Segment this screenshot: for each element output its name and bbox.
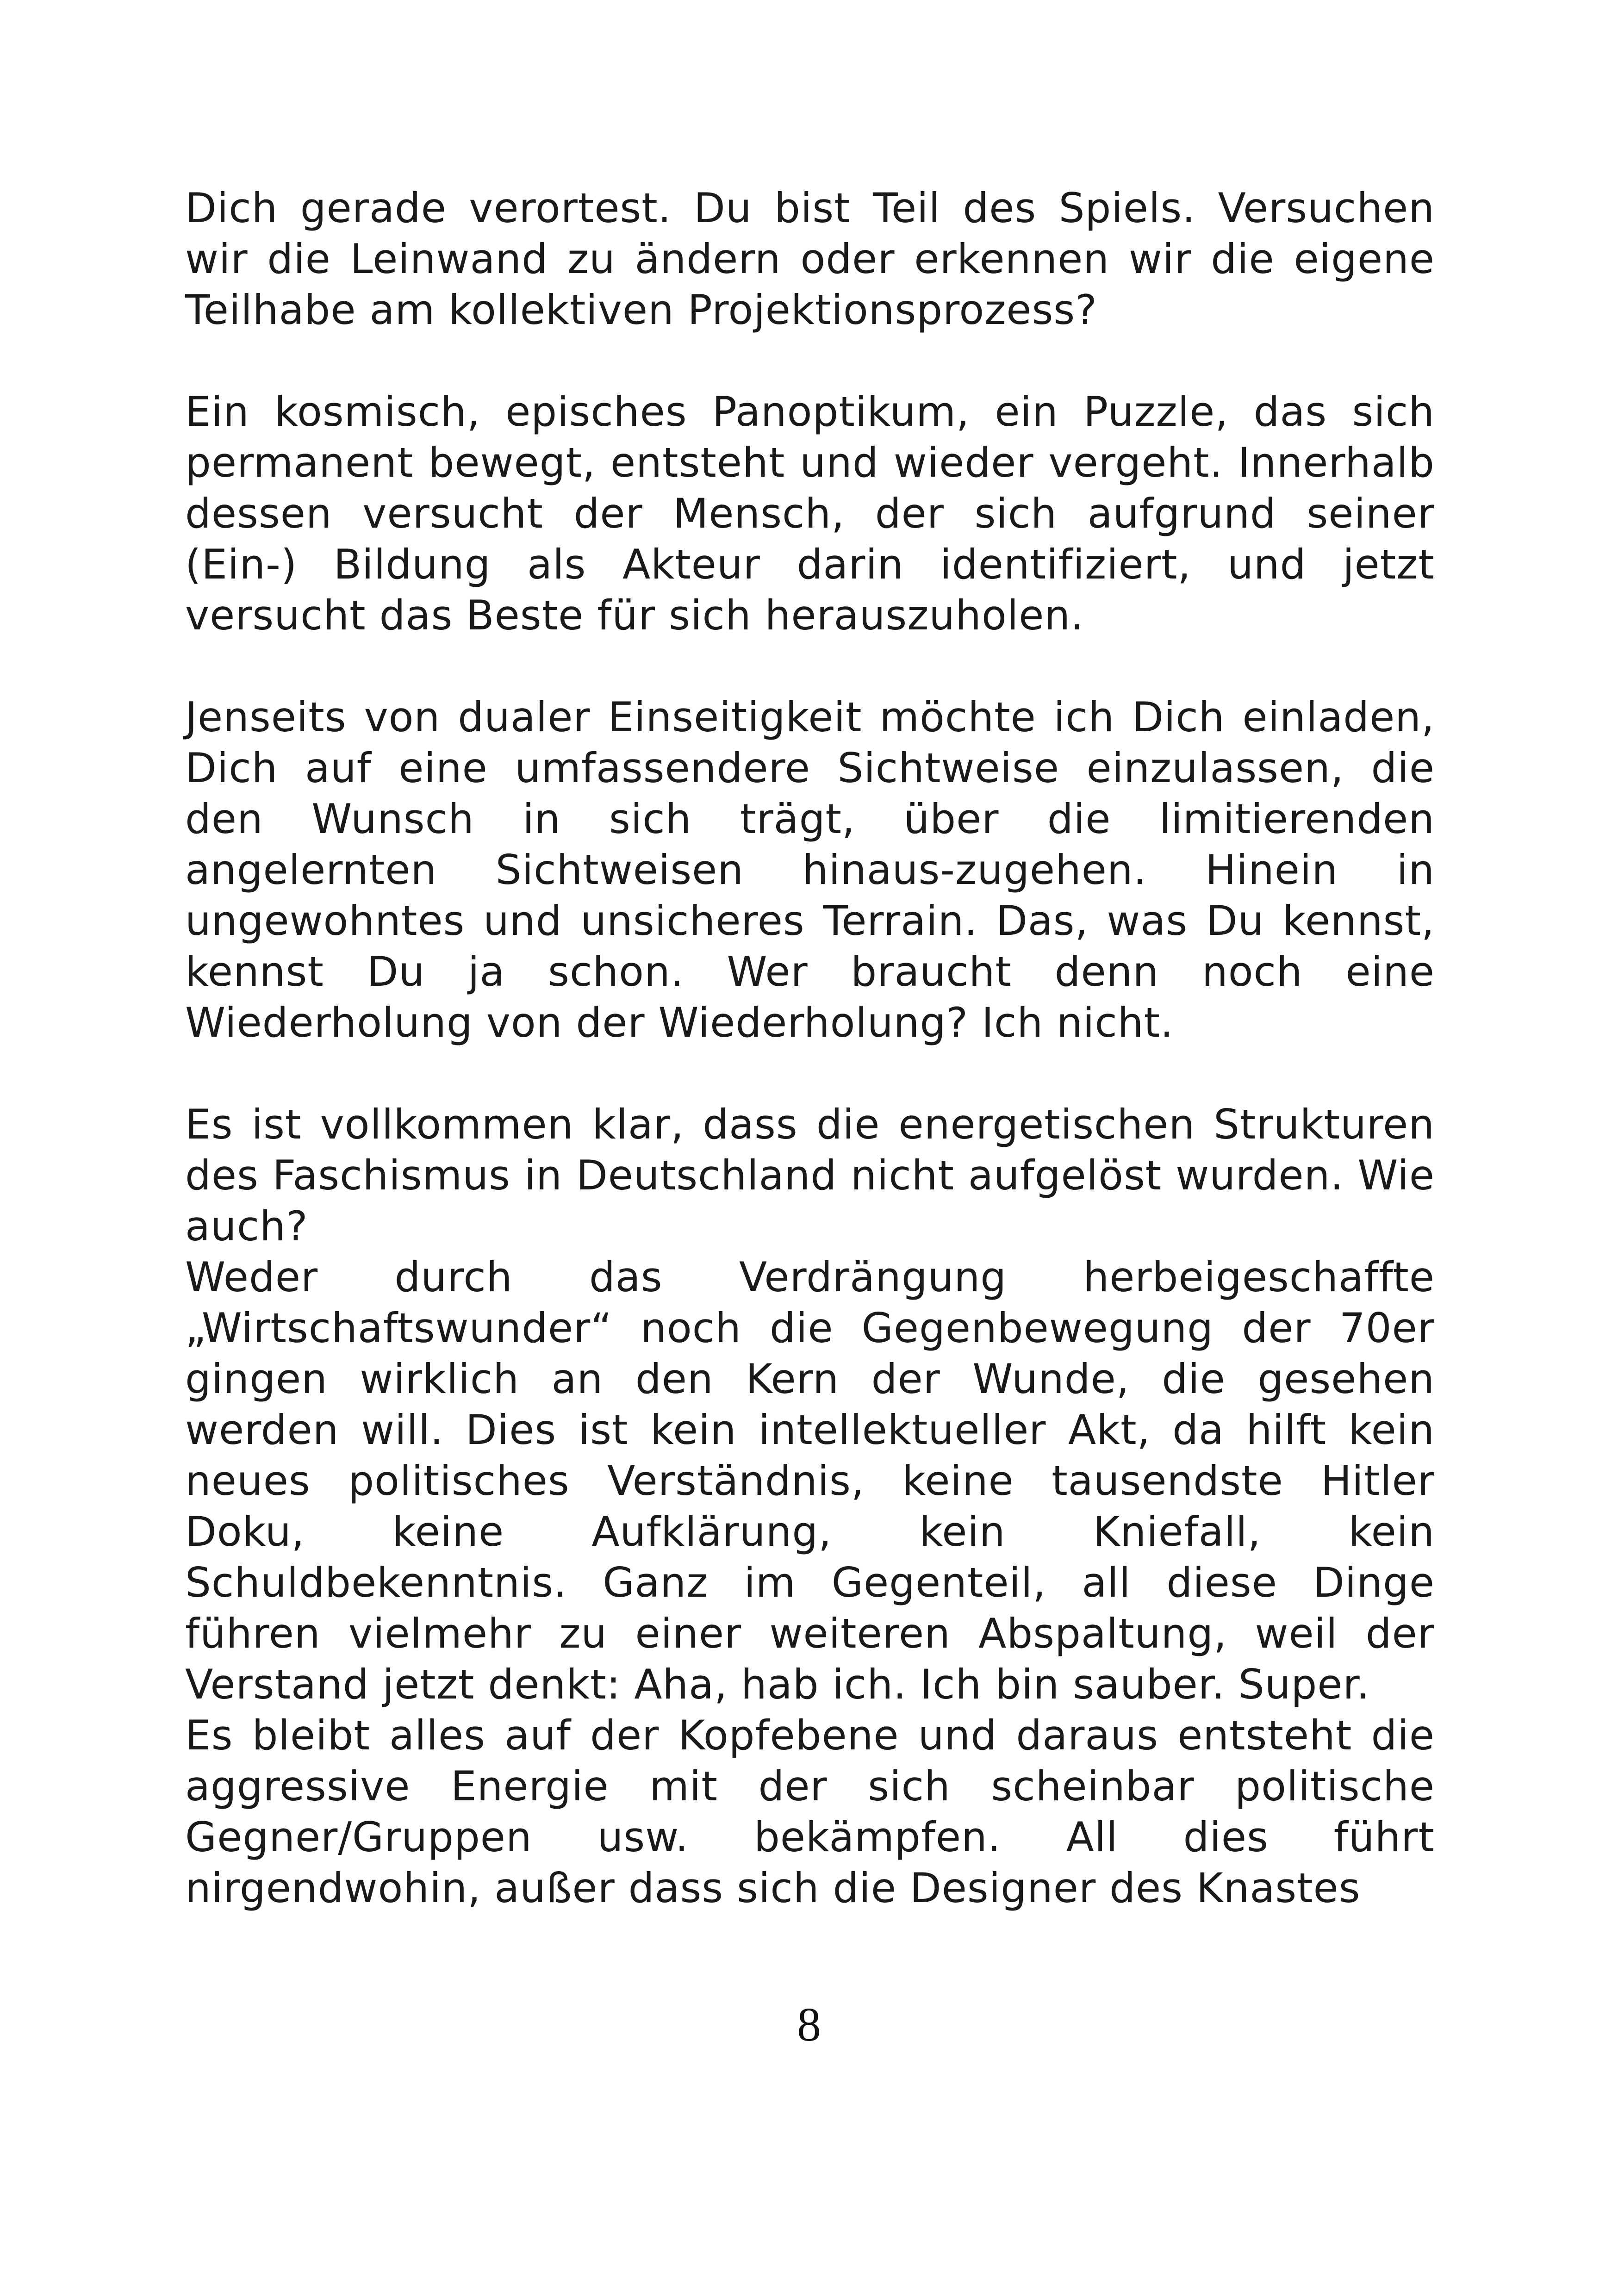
page-number: 8 — [797, 1998, 821, 2051]
paragraph-3: Jenseits von dualer Einseitigkeit möchte ich Dich einladen, Dich auf eine umfassendere Sichtweise einzulassen, die den Wunsch in sich trägt, über die limitierenden angelernten Sichtweisen hinaus-zugehen. Hinein in ungewohntes und unsicheres Terrain. Das, was Du kennst, kennst Du ja schon. Wer braucht denn noch eine Wiederholung von der Wiederholung? Ich nicht. — [185, 693, 1435, 1046]
paragraph-1: Dich gerade verortest. Du bist Teil des Spiels. Versuchen wir die Leinwand zu ändern oder erkennen wir die eigene Teilhabe am kollektiven Projektionsprozess? — [185, 184, 1435, 334]
paragraph-2: Ein kosmisch, episches Panoptikum, ein Puzzle, das sich permanent bewegt, entsteht und wieder vergeht. Innerhalb dessen versucht der Mensch, der sich aufgrund seiner (Ein-) Bildung als Akteur darin identifiziert, und jetzt versucht das Beste für sich herauszuholen. — [185, 388, 1435, 639]
paragraph-5: Weder durch das Verdrängung herbeigeschaffte „Wirtschaftswunder“ noch die Gegenbewegung der 70er gingen wirklich an den Kern der Wunde, die gesehen werden will. Dies ist kein intellektueller Akt, da hilft kein neues politisches Verständnis, keine tausendste Hitler Doku, keine Aufklärung, kein Kniefall, kein Schuldbekenntnis. Ganz im Gegenteil, all diese Dinge führen vielmehr zu einer weiteren Abspaltung, weil der Verstand jetzt denkt: Aha, hab ich. Ich bin sauber. Super. — [185, 1253, 1435, 1708]
paragraph-6: Es bleibt alles auf der Kopfebene und daraus entsteht die aggressive Energie mit der sich scheinbar politische Gegner/Gruppen usw. bekämpfen. All dies führt nirgendwohin, außer dass sich die Designer des Knastes — [185, 1711, 1435, 1912]
body-text — [185, 183, 1435, 1914]
paragraph-4: Es ist vollkommen klar, dass die energetischen Strukturen des Faschismus in Deutschland nicht aufgelöst wurden. Wie auch? — [185, 1101, 1435, 1250]
